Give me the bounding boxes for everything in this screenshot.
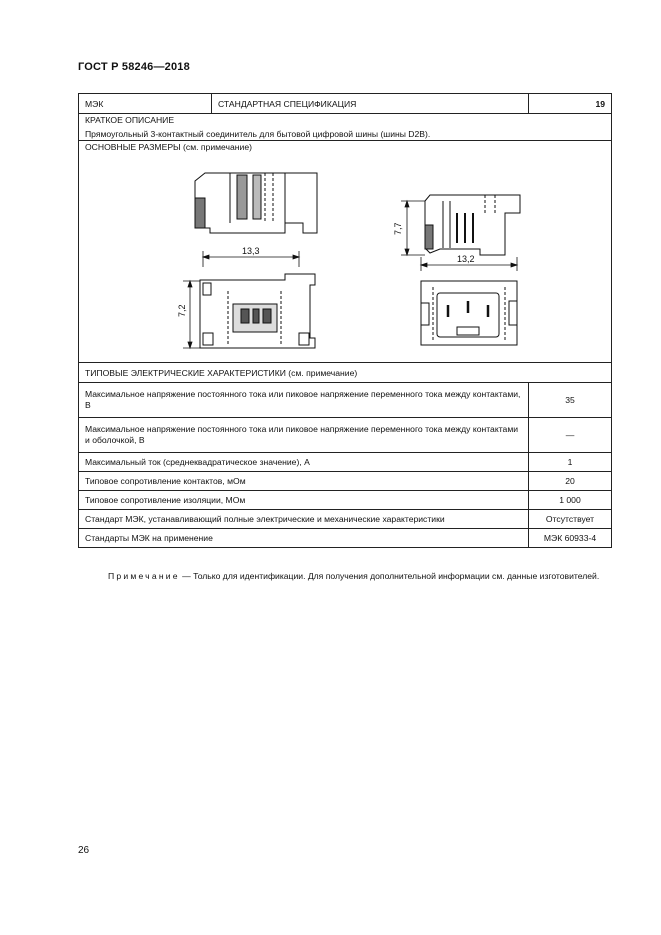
main-dimensions-cell bbox=[79, 141, 612, 363]
dimension-height-right bbox=[401, 201, 425, 255]
dim-height-right-label: 7,7 bbox=[393, 222, 403, 235]
note-paragraph bbox=[80, 570, 612, 582]
short-description-cell bbox=[79, 114, 612, 141]
char-row-3 bbox=[79, 453, 612, 472]
document-header: ГОСТ Р 58246—2018 bbox=[78, 61, 190, 73]
spec-title-cell bbox=[212, 94, 529, 114]
char-row-7 bbox=[79, 529, 612, 548]
table-header-row bbox=[79, 94, 612, 114]
dim-width-left-label: 13,3 bbox=[242, 246, 260, 256]
short-description-title: КРАТКОЕ ОПИСАНИЕ bbox=[85, 115, 175, 125]
char-value-2: — bbox=[529, 418, 612, 453]
char-row-4 bbox=[79, 472, 612, 491]
specification-table bbox=[78, 93, 612, 548]
left-front-view bbox=[200, 274, 315, 348]
char-value-5: 1 000 bbox=[529, 491, 612, 510]
short-description-text: Прямоугольный 3-контактный соединитель для бытовой цифровой шины (шины D2B). bbox=[85, 129, 431, 139]
connector-dimension-drawing bbox=[85, 153, 605, 362]
right-side-view bbox=[425, 195, 520, 255]
char-value-1: 35 bbox=[529, 383, 612, 418]
dimensions-drawing-area bbox=[85, 153, 605, 362]
spec-title: СТАНДАРТНАЯ СПЕЦИФИКАЦИЯ bbox=[218, 98, 357, 109]
typical-characteristics-header-row bbox=[79, 363, 612, 383]
char-row-5 bbox=[79, 491, 612, 510]
char-desc-3: Максимальный ток (среднеквадратическое значение), А bbox=[79, 453, 529, 472]
dim-width-right-label: 13,2 bbox=[457, 254, 475, 264]
char-desc-4: Типовое сопротивление контактов, мОм bbox=[79, 472, 529, 491]
typical-characteristics-title: ТИПОВЫЕ ЭЛЕКТРИЧЕСКИЕ ХАРАКТЕРИСТИКИ (см. примечание) bbox=[79, 363, 612, 383]
right-front-view bbox=[421, 281, 517, 345]
main-dimensions-title: ОСНОВНЫЕ РАЗМЕРЫ (см. примечание) bbox=[85, 142, 252, 152]
char-desc-5: Типовое сопротивление изоляции, МОм bbox=[79, 491, 529, 510]
char-row-2 bbox=[79, 418, 612, 453]
char-desc-2: Максимальное напряжение постоянного тока или пиковое напряжение переменного тока между контактами и оболочкой, В bbox=[79, 418, 529, 453]
dim-height-left-label: 7,2 bbox=[177, 304, 187, 317]
char-value-3: 1 bbox=[529, 453, 612, 472]
note-text: — Только для идентификации. Для получения дополнительной информации см. данные изготовителей. bbox=[179, 571, 600, 581]
char-desc-1: Максимальное напряжение постоянного тока или пиковое напряжение переменного тока между контактами, В bbox=[79, 383, 529, 418]
char-desc-7: Стандарты МЭК на применение bbox=[79, 529, 529, 548]
mek-cell: МЭК bbox=[79, 94, 212, 114]
char-row-6 bbox=[79, 510, 612, 529]
page-number: 26 bbox=[78, 845, 90, 856]
left-side-view bbox=[195, 173, 317, 233]
char-value-4: 20 bbox=[529, 472, 612, 491]
main-dimensions-row bbox=[79, 141, 612, 363]
char-value-7: МЭК 60933-4 bbox=[529, 529, 612, 548]
short-description-row bbox=[79, 114, 612, 141]
char-value-6: Отсутствует bbox=[529, 510, 612, 529]
note-label: Примечание bbox=[108, 571, 180, 581]
char-row-1 bbox=[79, 383, 612, 418]
char-desc-6: Стандарт МЭК, устанавливающий полные электрические и механические характеристики bbox=[79, 510, 529, 529]
spec-number: 19 bbox=[529, 94, 612, 114]
